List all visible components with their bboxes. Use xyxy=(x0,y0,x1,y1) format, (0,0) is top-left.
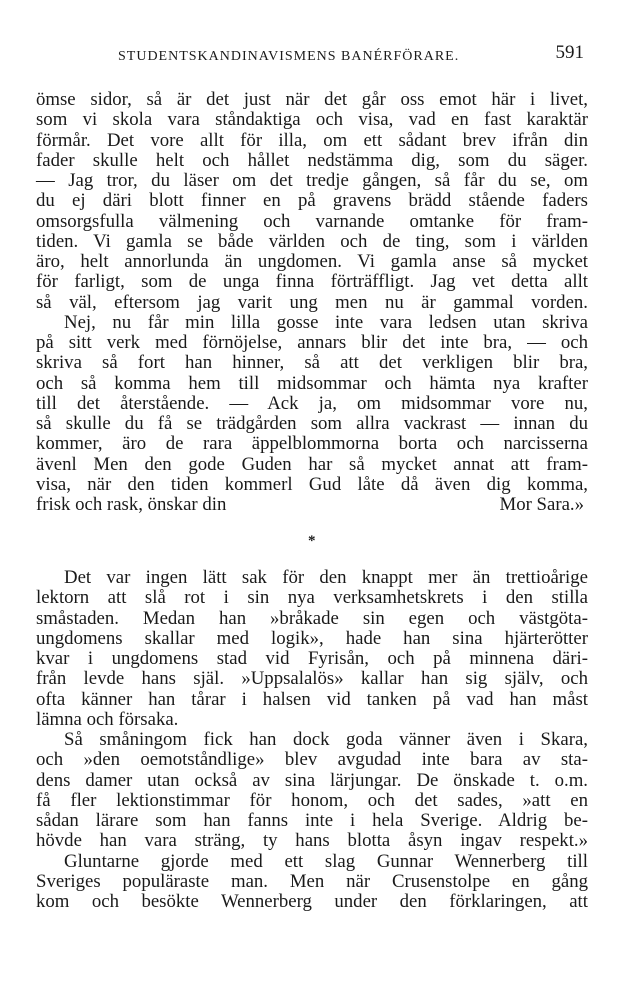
text-line: — Jag tror, du läser om det tredje gången, så får du se, om xyxy=(36,170,588,191)
text-line: så väl, eftersom jag varit ung men nu är gammal vorden. xyxy=(36,291,588,313)
running-title: STUDENTSKANDINAVISMENS BANÉRFÖRARE. xyxy=(118,49,460,64)
page-number: 591 xyxy=(555,42,584,63)
letter-signature: Mor Sara.» xyxy=(499,494,584,515)
letter-closing: frisk och rask, önskar din xyxy=(36,494,227,515)
text-line: kommer, äro de rara äppelblommorna borta och narcisserna xyxy=(36,433,588,455)
text-line: kvar i ungdomens stad vid Fyrisån, och på minnena däri- xyxy=(36,648,588,669)
text-line: till det återstående. — Ack ja, om midsommar vore nu, xyxy=(36,392,588,414)
text-line: förmår. Det vore allt för illa, om ett sådant brev ifrån din xyxy=(36,129,588,151)
text-line: ömse sidor, så är det just när det går oss emot här i livet, xyxy=(36,89,588,110)
text-line: tiden. Vi gamla se både världen och de ting, som i världen xyxy=(36,230,588,252)
letter-text xyxy=(36,90,588,515)
text-line: lämna och försaka. xyxy=(36,708,179,730)
text-line: Så småningom fick han dock goda vänner även i Skara, xyxy=(64,729,588,750)
text-line: skriva så fort han hinner, så att det verkligen blir bra, xyxy=(36,352,588,374)
text-line: ofta känner han tårar i halsen vid tanken på vad han måst xyxy=(36,688,588,710)
text-line: Sveriges populäraste man. Men när Crusenstolpe en gång xyxy=(36,870,588,892)
text-line: visa, när den tiden kommerl Gud låte då även dig komma, xyxy=(36,473,588,495)
text-line: du ej däri blott finner en på gravens brädd stående faders xyxy=(36,190,588,212)
text-line: för farligt, som de unga finna förträffligt. Jag vet detta allt xyxy=(36,271,588,293)
text-line: från levde hans själ. »Uppsalalös» kallar han sig själv, och xyxy=(36,668,588,690)
text-line: Gluntarne gjorde med ett slag Gunnar Wennerberg till xyxy=(64,850,588,872)
text-line: lektorn att slå rot i sin nya verksamhetskrets i den stilla xyxy=(36,587,588,609)
text-line: äro, helt annorlunda än ungdomen. Vi gamla anse så mycket xyxy=(36,251,588,272)
section-separator: * xyxy=(308,533,316,549)
text-line: så skulle du få se trädgården som allra vackrast — innan du xyxy=(36,413,588,434)
closing-line xyxy=(36,495,588,515)
text-line: som vi skola vara ståndaktiga och visa, vad en fast karaktär xyxy=(36,109,588,131)
text-line: och »den oemotståndlige» blev avgudad inte bara av sta- xyxy=(36,749,588,771)
text-line: ävenl Men den gode Guden har så mycket annat att fram- xyxy=(36,453,588,475)
text-line: Det var ingen lätt sak för den knappt mer än trettioårige xyxy=(64,567,588,588)
text-line: ungdomens skallar med logik», hade han sina hjärterötter xyxy=(36,627,588,649)
text-line: få fler lektionstimmar för honom, och det sades, »att en xyxy=(36,789,588,811)
text-line: på sitt verk med förnöjelse, annars blir det inte bra, — och xyxy=(36,332,588,353)
text-line: och så komma hem till midsommar och hämta nya krafter xyxy=(36,372,588,394)
text-line: dens damer utan också av sina lärjungar. De önskade t. o.m. xyxy=(36,769,588,791)
text-line: Nej, nu får min lilla gosse inte vara ledsen utan skriva xyxy=(64,311,588,333)
text-line: kom och besökte Wennerberg under den förklaringen, att xyxy=(36,891,588,912)
text-line: småstaden. Medan han »bråkade sin egen och västgöta- xyxy=(36,607,588,629)
text-line: omsorgsfulla välmening och varnande omtanke för fram- xyxy=(36,210,588,232)
narrative-text xyxy=(36,568,588,912)
text-line: hövde han vara sträng, ty hans blotta åsyn ingav respekt.» xyxy=(36,830,588,852)
text-line: fader skulle helt och hållet nedstämma dig, som du säger. xyxy=(36,149,588,171)
text-line: sådan lärare som han fanns inte i hela Sverige. Aldrig be- xyxy=(36,810,588,831)
